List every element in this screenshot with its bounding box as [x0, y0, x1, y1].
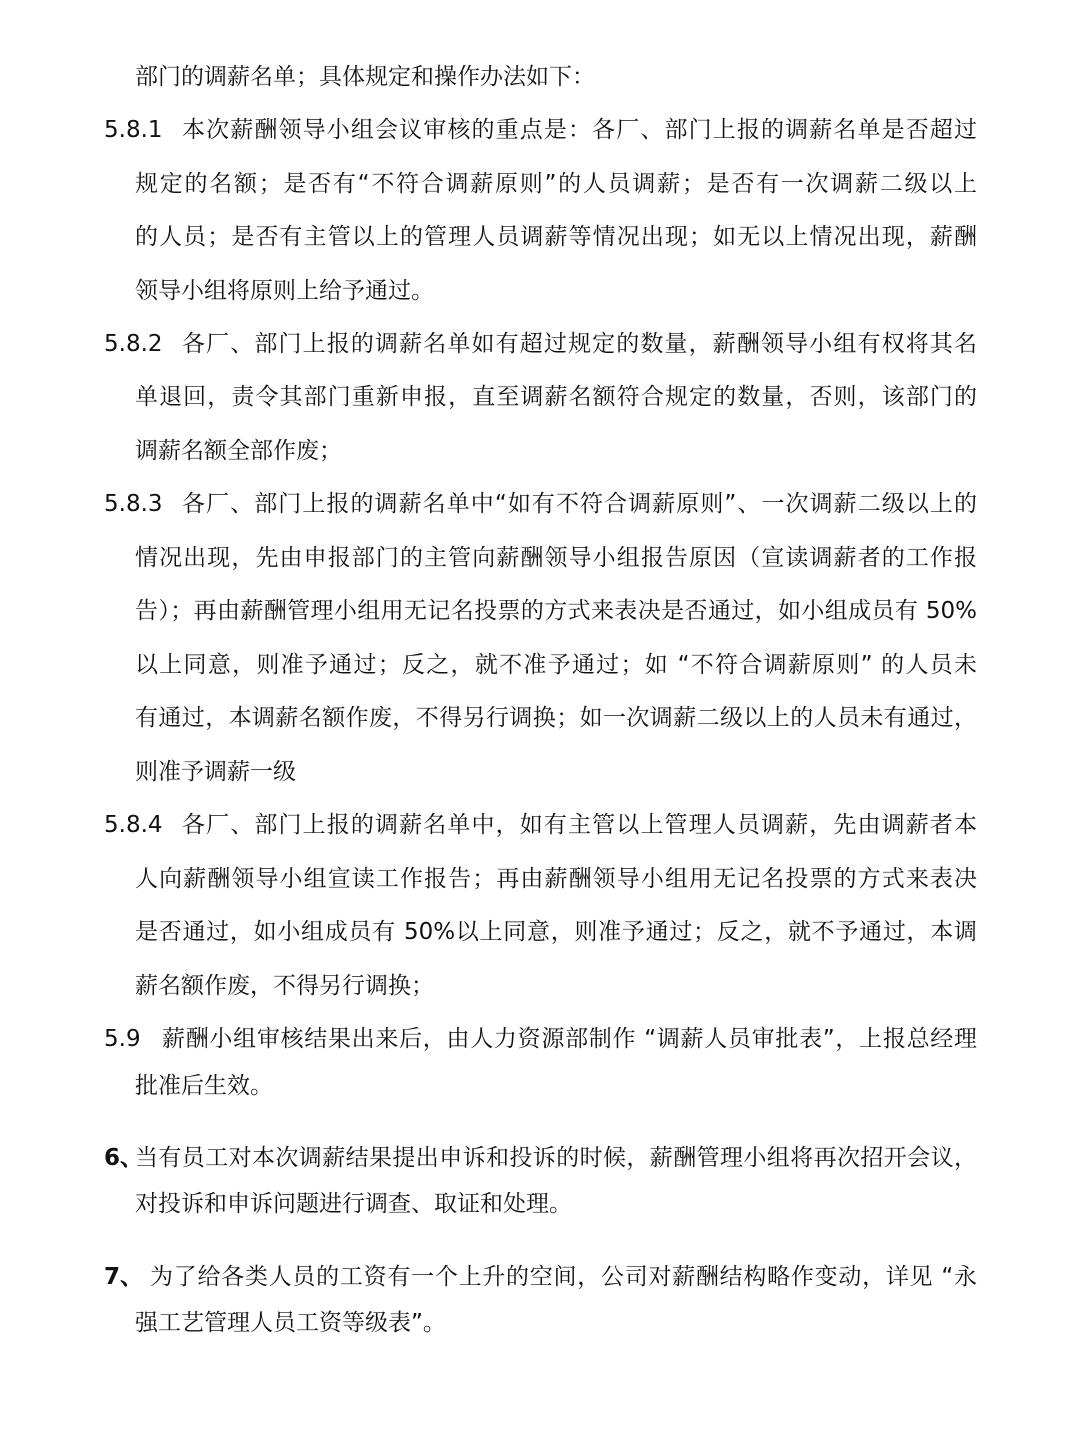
item-5-8-2-line-3: 调薪名额全部作废；	[135, 438, 342, 464]
item-number-5-9: 5.9	[104, 1026, 141, 1052]
item-5-8-1-line-4: 领导小组将原则上给予通过。	[135, 278, 434, 304]
item-number-5-8-3: 5.8.3	[104, 491, 163, 517]
item-5-8-4-line-4: 薪名额作废，不得另行调换；	[135, 973, 434, 999]
item-5-8-3-line-4: 以上同意，则准予通过；反之，就不准予通过；如 “不符合调薪原则” 的人员未	[135, 652, 977, 678]
item-6-line-2: 对投诉和申诉问题进行调查、取证和处理。	[135, 1191, 572, 1217]
item-6-line-1: 当有员工对本次调薪结果提出申诉和投诉的时候，薪酬管理小组将再次招开会议，	[135, 1145, 977, 1171]
item-5-8-3-line-1: 各厂、部门上报的调薪名单中“如有不符合调薪原则”、一次调薪二级以上的	[182, 491, 977, 517]
item-number-5-8-2: 5.8.2	[104, 331, 163, 357]
item-number-7: 7、	[104, 1264, 144, 1290]
item-5-8-3-line-6: 则准予调薪一级	[135, 759, 296, 785]
item-7-line-2: 强工艺管理人员工资等级表”。	[135, 1310, 446, 1336]
item-5-9-line-2: 批准后生效。	[135, 1073, 273, 1099]
item-5-8-3-line-5: 有通过，本调薪名额作废，不得另行调换；如一次调薪二级以上的人员未有通过，	[135, 705, 977, 731]
item-5-8-4-line-1: 各厂、部门上报的调薪名单中，如有主管以上管理人员调薪，先由调薪者本	[182, 812, 977, 838]
item-5-8-1-line-1: 本次薪酬领导小组会议审核的重点是：各厂、部门上报的调薪名单是否超过	[182, 117, 977, 143]
item-number-5-8-4: 5.8.4	[104, 812, 163, 838]
intro-line-1: 部门的调薪名单；具体规定和操作办法如下：	[135, 64, 595, 90]
item-5-9-line-1: 薪酬小组审核结果出来后，由人力资源部制作 “调薪人员审批表”，上报总经理	[162, 1026, 977, 1052]
item-5-8-2-line-1: 各厂、部门上报的调薪名单如有超过规定的数量，薪酬领导小组有权将其名	[182, 331, 977, 357]
item-5-8-2-line-2: 单退回，责令其部门重新申报，直至调薪名额符合规定的数量，否则，该部门的	[135, 384, 977, 410]
item-5-8-3-line-2: 情况出现，先由申报部门的主管向薪酬领导小组报告原因（宣读调薪者的工作报	[135, 545, 977, 571]
item-5-8-3-line-3: 告）；再由薪酬管理小组用无记名投票的方式来表决是否通过，如小组成员有 50%	[135, 598, 977, 624]
item-5-8-1-line-3: 的人员；是否有主管以上的管理人员调薪等情况出现；如无以上情况出现，薪酬	[135, 224, 977, 250]
item-7-line-1: 为了给各类人员的工资有一个上升的空间，公司对薪酬结构略作变动，详见 “永	[150, 1264, 977, 1290]
item-5-8-4-line-3: 是否通过，如小组成员有 50%以上同意，则准予通过；反之，就不予通过，本调	[135, 919, 977, 945]
item-5-8-4-line-2: 人向薪酬领导小组宣读工作报告；再由薪酬领导小组用无记名投票的方式来表决	[135, 866, 977, 892]
item-number-5-8-1: 5.8.1	[104, 117, 163, 143]
item-number-6: 6、	[104, 1145, 144, 1171]
item-5-8-1-line-2: 规定的名额；是否有“不符合调薪原则”的人员调薪；是否有一次调薪二级以上	[135, 171, 977, 197]
